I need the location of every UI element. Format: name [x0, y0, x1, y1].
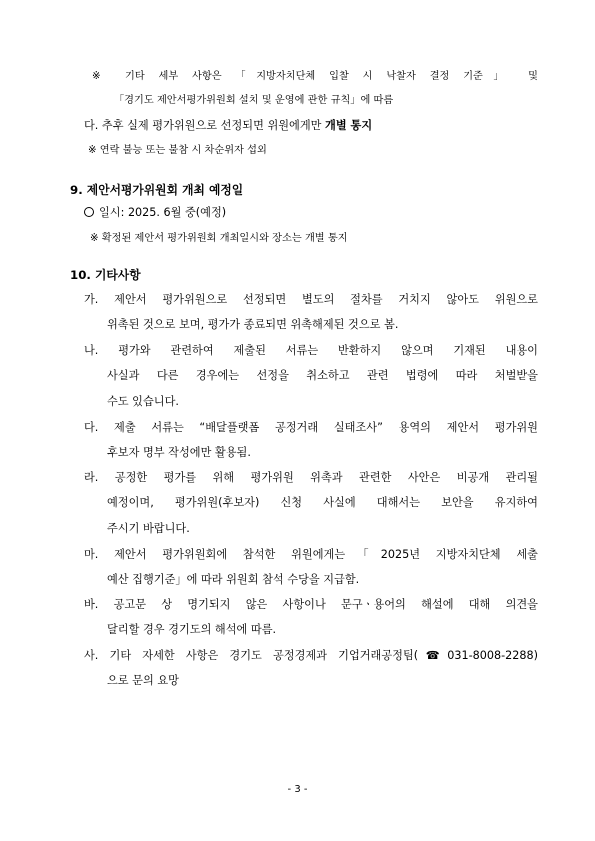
note-evaluation-criteria-line2: 「경기도 제안서평가위원회 설치 및 운영에 관한 규칙」에 따름 — [114, 95, 394, 106]
section-9-note: ※ 확정된 제안서 평가위원회 개최일시와 장소는 개별 통지 — [90, 233, 348, 244]
item-da-line2: 후보자 명부 작성에만 활용됨. — [107, 446, 251, 459]
item-da-text: 다. 추후 실제 평가위원으로 선정되면 위원에게만 — [84, 119, 326, 132]
item-ma-line1: 마. 제안서 평가위원회에 참석한 위원에게는「2025년 지방자치단체 세출 — [84, 548, 538, 561]
item-ga-line1: 가. 제안서 평가위원으로 선정되면 별도의 절차를 거치지 않아도 위원으로 — [84, 293, 538, 306]
page-number: - 3 - — [287, 784, 308, 795]
item-na-line3: 수도 있습니다. — [107, 395, 179, 408]
item-ra-line1: 라. 공정한 평가를 위해 평가위원 위촉과 관련한 사안은 비공개 관리될 — [84, 471, 538, 484]
section-10-heading: 10. 기타사항 — [70, 268, 141, 282]
item-ga-line2: 위촉된 것으로 보며, 평가가 종료되면 위촉해제된 것으로 봄. — [107, 318, 399, 331]
item-ba-line2: 달리할 경우 경기도의 해석에 따름. — [107, 623, 277, 636]
note-evaluation-criteria-line1: ※ 기타 세부 사항은 「지방자치단체 입찰 시 낙찰자 결정 기준」 및 — [92, 71, 538, 82]
item-da-bold-text: 개별 통지 — [325, 119, 373, 132]
item-ba-line1: 바. 공고문 상 명기되지 않은 사항이나 문구ㆍ용어의 해설에 대해 의견을 — [84, 598, 538, 611]
section-9-bullet — [84, 205, 226, 221]
item-ra-line3: 주시기 바랍니다. — [107, 522, 190, 535]
item-ma-line2: 예산 집행기준」에 따라 위원회 참석 수당을 지급함. — [107, 573, 360, 586]
item-sa-line2: 으로 문의 요망 — [107, 674, 179, 687]
note-unreachable: ※ 연락 불능 또는 불참 시 차순위자 섭외 — [88, 145, 267, 156]
item-na-line1: 나. 평가와 관련하여 제출된 서류는 반환하지 않으며 기재된 내용이 — [84, 344, 538, 357]
item-da-notification — [84, 118, 372, 134]
item-da-line1: 다. 제출 서류는 “배달플랫폼 공정거래 실태조사” 용역의 제안서 평가위원 — [84, 421, 538, 434]
section-9-bullet-text: 일시: 2025. 6월 중(예정) — [99, 206, 227, 219]
circle-bullet-icon — [84, 207, 94, 217]
section-9-heading: 9. 제안서평가위원회 개최 예정일 — [70, 183, 244, 197]
item-ra-line2: 예정이며, 평가위원(후보자) 신청 사실에 대해서는 보안을 유지하여 — [107, 496, 538, 509]
item-sa-line1: 사. 기타 자세한 사항은 경기도 공정경제과 기업거래공정팀(☎031-8008-2288) — [84, 649, 538, 662]
item-na-line2: 사실과 다른 경우에는 선정을 취소하고 관련 법령에 따라 처벌받을 — [107, 369, 538, 382]
